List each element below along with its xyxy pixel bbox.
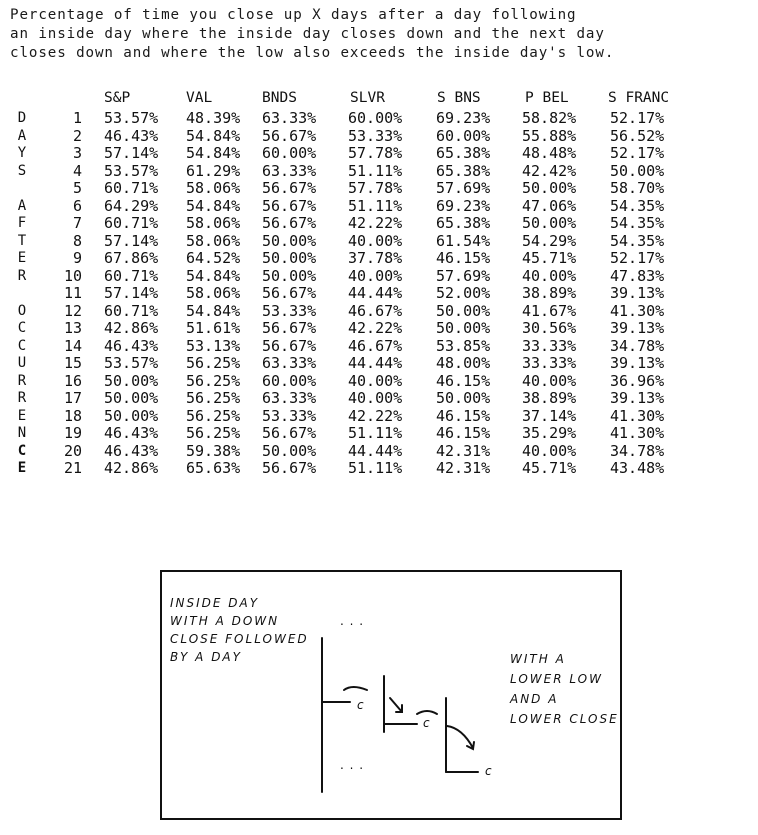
table-cell: 39.13% — [610, 354, 665, 372]
table-row — [0, 443, 758, 461]
table-cell: 50.00% — [262, 249, 317, 267]
table-cell: 51.11% — [348, 459, 403, 477]
table-row — [0, 215, 758, 233]
table-row — [0, 198, 758, 216]
table-cell: 57.14% — [104, 144, 159, 162]
table-cell: 50.00% — [262, 231, 317, 250]
table-row — [0, 425, 758, 443]
table-cell: 58.06% — [186, 284, 241, 302]
table-cell: 64.29% — [104, 196, 159, 215]
row-number: 21 — [63, 459, 82, 477]
table-cell: 37.78% — [348, 249, 403, 267]
table-cell: 38.89% — [522, 389, 577, 407]
table-cell: 61.29% — [186, 161, 241, 180]
table-row — [0, 250, 758, 268]
vertical-label-letter: S — [17, 162, 27, 179]
table-cell: 42.86% — [104, 319, 159, 337]
table-row — [0, 233, 758, 251]
table-cell: 34.78% — [610, 336, 665, 355]
table-cell: 57.14% — [104, 231, 159, 250]
row-number: 12 — [63, 301, 82, 320]
column-header: S BNS — [437, 90, 481, 106]
table-cell: 50.00% — [522, 214, 577, 232]
table-row — [0, 268, 758, 286]
table-cell: 40.00% — [348, 371, 403, 390]
vertical-label-letter: U — [17, 355, 27, 371]
column-header: P BEL — [525, 90, 569, 106]
table-cell: 39.13% — [610, 389, 665, 407]
table-cell: 60.71% — [104, 214, 159, 232]
table-cell: 55.88% — [522, 126, 577, 145]
table-cell: 51.61% — [186, 319, 241, 337]
table-cell: 46.15% — [436, 249, 491, 267]
left-note-line: BY A DAY — [170, 650, 242, 664]
vertical-label-letter: A — [17, 127, 27, 144]
row-number: 4 — [72, 161, 82, 180]
table-cell: 50.00% — [436, 389, 491, 407]
table-cell: 54.84% — [186, 126, 241, 145]
table-cell: 51.11% — [348, 196, 403, 215]
table-cell: 57.69% — [436, 266, 491, 285]
column-header: S&P — [104, 90, 131, 106]
table-cell: 57.69% — [436, 179, 491, 197]
table-cell: 56.25% — [186, 371, 241, 390]
vertical-label-letter: E — [17, 460, 27, 476]
vertical-label-letter: R — [17, 267, 27, 284]
vertical-label-letter: C — [17, 337, 27, 354]
bar-sketch-icon — [162, 572, 624, 822]
table-cell: 48.48% — [522, 144, 577, 162]
row-number: 18 — [63, 406, 82, 425]
vertical-label-letter: N — [17, 425, 27, 441]
table-cell: 56.25% — [186, 354, 241, 372]
table-row — [0, 163, 758, 181]
table-cell: 57.14% — [104, 284, 159, 302]
table-cell: 61.54% — [436, 231, 491, 250]
column-header: VAL — [186, 90, 213, 106]
table-row — [0, 110, 758, 128]
close-mark: c — [485, 764, 494, 778]
left-note-line: WITH A DOWN — [170, 614, 280, 628]
inside-day-sketch — [160, 570, 622, 820]
table-cell: 56.25% — [186, 424, 241, 442]
table-cell: 63.33% — [262, 389, 317, 407]
left-note-line: INSIDE DAY — [170, 596, 260, 610]
table-cell: 58.06% — [186, 214, 241, 232]
row-number: 3 — [72, 144, 82, 162]
table-cell: 60.00% — [262, 144, 317, 162]
table-cell: 45.71% — [522, 459, 577, 477]
table-cell: 60.71% — [104, 179, 159, 197]
table-cell: 56.67% — [262, 179, 317, 197]
table-cell: 58.06% — [186, 231, 241, 250]
table-cell: 42.22% — [348, 319, 403, 337]
row-number: 8 — [72, 231, 82, 250]
table-cell: 57.78% — [348, 179, 403, 197]
table-cell: 56.67% — [262, 196, 317, 215]
table-row — [0, 180, 758, 198]
table-cell: 59.38% — [186, 441, 241, 460]
right-note-line: LOWER CLOSE — [510, 712, 619, 726]
table-cell: 65.38% — [436, 144, 491, 162]
table-cell: 46.43% — [104, 424, 159, 442]
arrow-shaft — [390, 698, 402, 712]
table-cell: 46.67% — [348, 301, 403, 320]
table-cell: 51.11% — [348, 424, 403, 442]
vertical-label-letter: D — [17, 110, 27, 126]
table-cell: 58.82% — [522, 109, 577, 127]
table-cell: 53.57% — [104, 109, 159, 127]
table-cell: 53.33% — [348, 126, 403, 145]
table-cell: 53.13% — [186, 336, 241, 355]
vertical-label-letter: R — [17, 372, 27, 389]
arrow-shaft — [447, 726, 473, 748]
table-cell: 60.71% — [104, 301, 159, 320]
close-mark: c — [357, 698, 366, 712]
table-row — [0, 338, 758, 356]
table-cell: 46.67% — [348, 336, 403, 355]
table-row — [0, 373, 758, 391]
table-cell: 52.17% — [610, 109, 665, 127]
table-row — [0, 145, 758, 163]
table-cell: 67.86% — [104, 249, 159, 267]
table-cell: 38.89% — [522, 284, 577, 302]
table-cell: 36.96% — [610, 371, 665, 390]
table-cell: 54.35% — [610, 196, 665, 215]
table-row — [0, 128, 758, 146]
table-cell: 41.30% — [610, 406, 665, 425]
vertical-label-letter: A — [17, 197, 27, 214]
table-cell: 39.13% — [610, 284, 665, 302]
title-line-1: Percentage of time you close up X days after a day following — [10, 7, 577, 23]
column-header: S FRANC — [608, 90, 670, 106]
table-cell: 53.33% — [262, 406, 317, 425]
table-cell: 56.67% — [262, 319, 317, 337]
row-number: 6 — [72, 196, 82, 215]
table-cell: 53.57% — [104, 161, 159, 180]
table-cell: 52.00% — [436, 284, 491, 302]
vertical-label-letter: O — [17, 302, 27, 319]
table-cell: 63.33% — [262, 161, 317, 180]
table-cell: 54.84% — [186, 196, 241, 215]
table-cell: 50.00% — [262, 441, 317, 460]
row-number: 9 — [72, 249, 82, 267]
row-number: 17 — [63, 389, 82, 407]
table-row — [0, 320, 758, 338]
table-cell: 56.52% — [610, 126, 665, 145]
row-number: 5 — [72, 179, 82, 197]
table-cell: 48.00% — [436, 354, 491, 372]
table-cell: 46.15% — [436, 406, 491, 425]
table-cell: 46.43% — [104, 336, 159, 355]
row-number: 10 — [63, 266, 82, 285]
table-cell: 47.06% — [522, 196, 577, 215]
table-row — [0, 355, 758, 373]
table-cell: 34.78% — [610, 441, 665, 460]
row-number: 15 — [63, 354, 82, 372]
row-number: 2 — [72, 126, 82, 145]
table-cell: 56.67% — [262, 424, 317, 442]
table-cell: 60.00% — [348, 109, 403, 127]
table-cell: 50.00% — [436, 301, 491, 320]
row-number: 13 — [63, 319, 82, 337]
table-cell: 46.43% — [104, 126, 159, 145]
table-cell: 52.17% — [610, 249, 665, 267]
table-cell: 42.22% — [348, 214, 403, 232]
right-note-line: LOWER LOW — [510, 672, 603, 686]
table-cell: 40.00% — [522, 371, 577, 390]
table-cell: 53.57% — [104, 354, 159, 372]
table-cell: 56.67% — [262, 336, 317, 355]
table-cell: 50.00% — [262, 266, 317, 285]
table-cell: 50.00% — [104, 406, 159, 425]
table-cell: 51.11% — [348, 161, 403, 180]
vertical-label-letter: C — [17, 442, 27, 459]
table-cell: 54.29% — [522, 231, 577, 250]
table-cell: 42.42% — [522, 161, 577, 180]
left-note-line: CLOSE FOLLOWED — [170, 632, 309, 646]
table-cell: 54.35% — [610, 231, 665, 250]
vertical-label-letter: T — [17, 232, 27, 249]
table-cell: 60.00% — [436, 126, 491, 145]
table-cell: 64.52% — [186, 249, 241, 267]
table-cell: 41.30% — [610, 424, 665, 442]
table-cell: 41.67% — [522, 301, 577, 320]
table-cell: 45.71% — [522, 249, 577, 267]
table-cell: 69.23% — [436, 109, 491, 127]
table-cell: 60.71% — [104, 266, 159, 285]
table-cell: 56.67% — [262, 284, 317, 302]
table-row — [0, 408, 758, 426]
table-cell: 57.78% — [348, 144, 403, 162]
table-cell: 40.00% — [348, 266, 403, 285]
page-title — [10, 6, 750, 63]
table-cell: 50.00% — [610, 161, 665, 180]
vertical-label-letter: R — [17, 390, 27, 406]
table-cell: 54.84% — [186, 301, 241, 320]
dots-top: . . . — [340, 614, 365, 628]
table-cell: 42.31% — [436, 441, 491, 460]
table-row — [0, 285, 758, 303]
table-cell: 56.67% — [262, 214, 317, 232]
table-cell: 44.44% — [348, 354, 403, 372]
title-line-2: an inside day where the inside day closes down and the next day — [10, 26, 605, 42]
table-cell: 53.33% — [262, 301, 317, 320]
table-cell: 37.14% — [522, 406, 577, 425]
table-cell: 65.38% — [436, 161, 491, 180]
table-row — [0, 390, 758, 408]
table-cell: 58.70% — [610, 179, 665, 197]
table-cell: 54.84% — [186, 266, 241, 285]
table-cell: 30.56% — [522, 319, 577, 337]
right-note-line: WITH A — [510, 652, 566, 666]
row-number: 14 — [63, 336, 82, 355]
table-cell: 50.00% — [522, 179, 577, 197]
close-mark: c — [423, 716, 432, 730]
table-cell: 40.00% — [348, 231, 403, 250]
row-number: 16 — [63, 371, 82, 390]
table-cell: 40.00% — [522, 441, 577, 460]
table-cell: 40.00% — [522, 266, 577, 285]
table-row — [0, 460, 758, 478]
vertical-label-letter: Y — [17, 145, 27, 161]
table-cell: 35.29% — [522, 424, 577, 442]
table-cell: 65.63% — [186, 459, 241, 477]
vertical-label-letter: E — [17, 407, 27, 424]
table-cell: 56.67% — [262, 459, 317, 477]
vertical-label-letter: F — [17, 215, 27, 231]
table-cell: 52.17% — [610, 144, 665, 162]
table-cell: 50.00% — [104, 389, 159, 407]
row-number: 11 — [63, 284, 82, 302]
right-note-line: AND A — [510, 692, 559, 706]
table-cell: 42.22% — [348, 406, 403, 425]
table-cell: 63.33% — [262, 109, 317, 127]
vertical-label-letter: E — [17, 250, 27, 266]
dots-bottom: . . . — [340, 758, 365, 772]
table-cell: 42.31% — [436, 459, 491, 477]
table-cell: 41.30% — [610, 301, 665, 320]
table-cell: 46.43% — [104, 441, 159, 460]
table-cell: 42.86% — [104, 459, 159, 477]
table-cell: 58.06% — [186, 179, 241, 197]
column-header: SLVR — [350, 90, 385, 106]
table-cell: 40.00% — [348, 389, 403, 407]
table-cell: 53.85% — [436, 336, 491, 355]
table-cell: 33.33% — [522, 336, 577, 355]
table-cell: 39.13% — [610, 319, 665, 337]
title-line-3: closes down and where the low also exceeds the inside day's low. — [10, 45, 615, 61]
table-cell: 56.25% — [186, 406, 241, 425]
table-cell: 54.35% — [610, 214, 665, 232]
row-number: 7 — [72, 214, 82, 232]
table-cell: 56.25% — [186, 389, 241, 407]
table-cell: 60.00% — [262, 371, 317, 390]
table-cell: 54.84% — [186, 144, 241, 162]
table-cell: 56.67% — [262, 126, 317, 145]
table-cell: 44.44% — [348, 284, 403, 302]
row-number: 19 — [63, 424, 82, 442]
table-cell: 50.00% — [436, 319, 491, 337]
table-cell: 65.38% — [436, 214, 491, 232]
table-cell: 43.48% — [610, 459, 665, 477]
curve-mark — [344, 687, 367, 690]
curve-mark — [417, 711, 437, 714]
table-cell: 69.23% — [436, 196, 491, 215]
row-number: 1 — [72, 109, 82, 127]
table-cell: 44.44% — [348, 441, 403, 460]
table-cell: 47.83% — [610, 266, 665, 285]
table-cell: 46.15% — [436, 424, 491, 442]
table-cell: 46.15% — [436, 371, 491, 390]
vertical-label-letter: C — [17, 320, 27, 336]
table-cell: 33.33% — [522, 354, 577, 372]
table-cell: 50.00% — [104, 371, 159, 390]
table-row — [0, 303, 758, 321]
table-cell: 63.33% — [262, 354, 317, 372]
table-cell: 48.39% — [186, 109, 241, 127]
row-number: 20 — [63, 441, 82, 460]
column-header: BNDS — [262, 90, 297, 106]
